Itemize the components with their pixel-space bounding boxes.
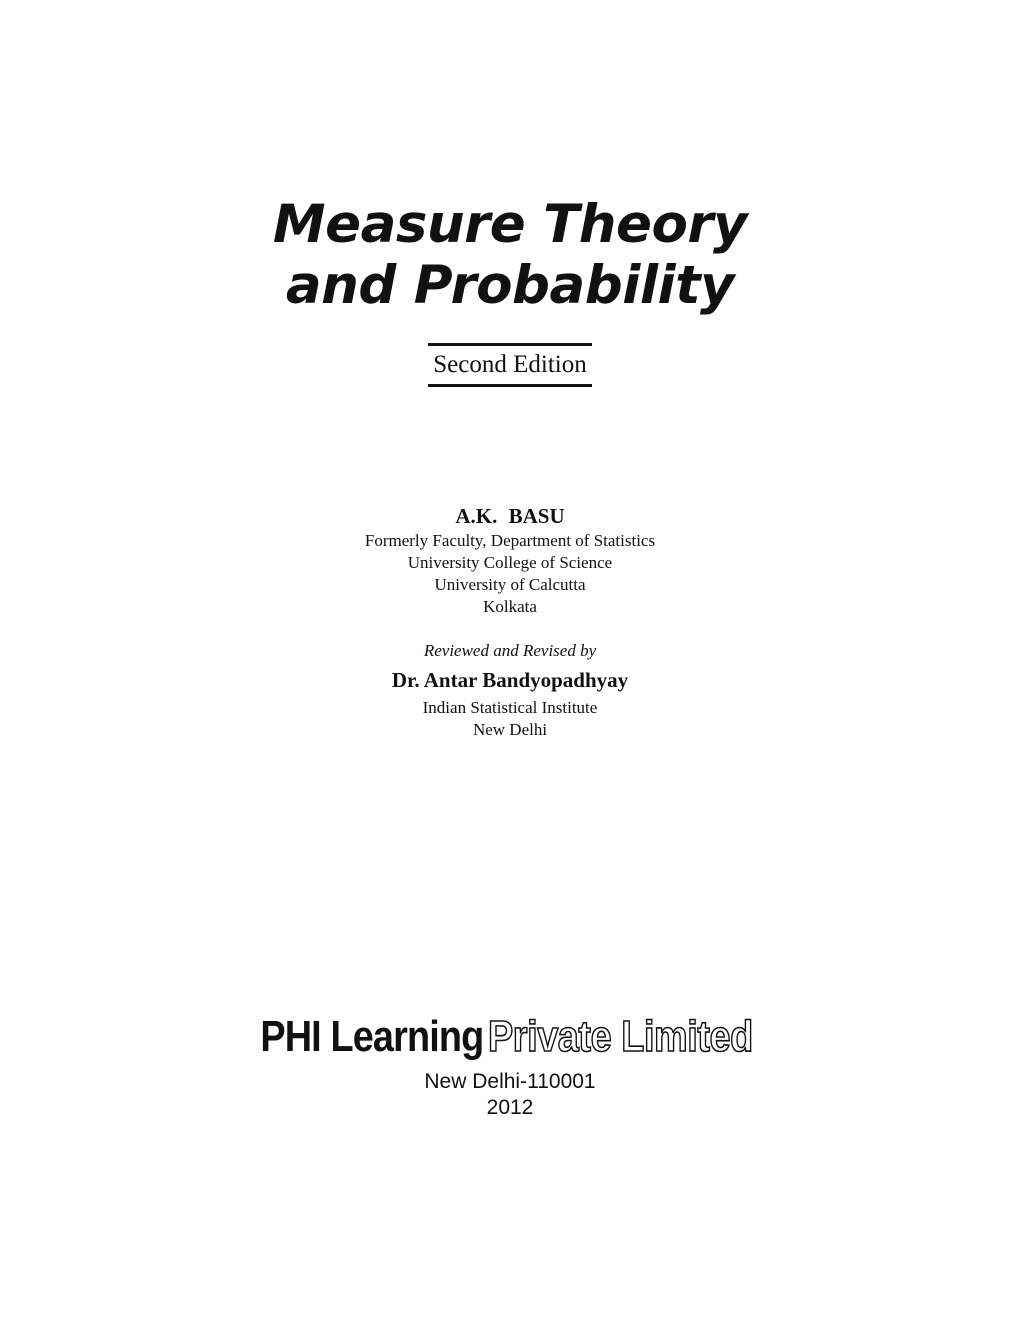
author-affiliation-line: Kolkata xyxy=(483,597,537,616)
reviser-name: Dr. Antar Bandyopadhyay xyxy=(391,668,629,692)
book-title-line-2: and Probability xyxy=(285,255,735,316)
edition-box xyxy=(428,343,592,387)
reviser-affiliation-line: Indian Statistical Institute xyxy=(422,698,598,717)
publisher-name-bold: PHI Learning xyxy=(260,1012,484,1061)
edition-label: Second Edition xyxy=(433,351,587,378)
publisher-logo xyxy=(0,1012,1020,1062)
publication-year: 2012 xyxy=(486,1096,534,1119)
publisher-name-outline: Private Limited xyxy=(487,1012,753,1061)
author-affiliation-line: University College of Science xyxy=(407,553,613,572)
book-title-line-1: Measure Theory xyxy=(272,194,748,255)
publisher-city: New Delhi-110001 xyxy=(424,1070,596,1093)
author-name: A.K. BASU xyxy=(455,504,565,528)
reviser-affiliation-line: New Delhi xyxy=(472,720,548,739)
reviewed-by-label: Reviewed and Revised by xyxy=(423,641,597,660)
author-affiliation-line: University of Calcutta xyxy=(434,575,586,594)
author-affiliation-line: Formerly Faculty, Department of Statistics xyxy=(364,531,656,550)
